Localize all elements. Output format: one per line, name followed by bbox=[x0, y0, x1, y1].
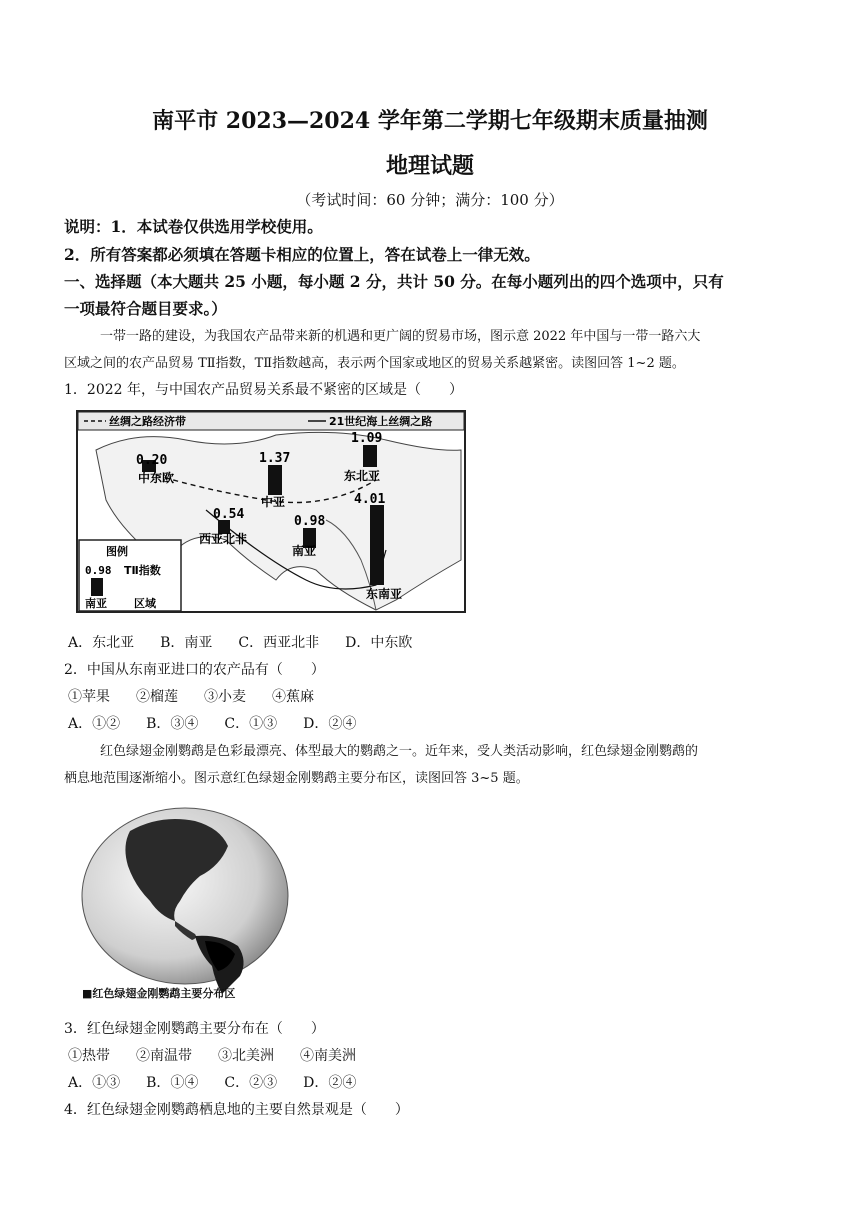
label-nanya: 南亚 bbox=[292, 544, 317, 558]
section-heading: 一、选择题（本大题共 25 小题，每小题 2 分，共计 50 分。在每小题列出的四个选项中，只有 bbox=[64, 272, 724, 291]
question-4-stem: 4．红色绿翅金刚鹦鹉栖息地的主要自然景观是（ ） bbox=[64, 1102, 409, 1118]
bar-dongbeiya bbox=[363, 445, 377, 467]
label-dongnanya: 东南亚 bbox=[366, 587, 403, 601]
item-3: ③北美洲 bbox=[218, 1048, 274, 1064]
bar-zhongya bbox=[268, 465, 282, 495]
option-a[interactable]: A．①② bbox=[68, 716, 121, 732]
item-3: ③小麦 bbox=[204, 689, 246, 705]
page-title: 南平市 2023—2024 学年第二学期七年级期末质量抽测 bbox=[152, 108, 708, 134]
legend-maritime: 21世纪海上丝绸之路 bbox=[329, 415, 433, 428]
belt-road-map bbox=[76, 410, 466, 613]
note-line-2: 2．所有答案都必须填在答题卡相应的位置上，答在试卷上一律无效。 bbox=[64, 245, 540, 264]
option-b[interactable]: B．①④ bbox=[146, 1075, 199, 1091]
option-d[interactable]: D．②④ bbox=[303, 1075, 357, 1091]
question-1-options bbox=[68, 632, 438, 652]
legend-value: 0.98 bbox=[85, 564, 112, 577]
question-2-options bbox=[68, 713, 382, 733]
label-dongbeiya: 东北亚 bbox=[344, 469, 381, 483]
option-d[interactable]: D．②④ bbox=[303, 716, 357, 732]
option-c[interactable]: C．②③ bbox=[224, 1075, 278, 1091]
item-4: ④南美洲 bbox=[300, 1048, 356, 1064]
label-zhongya: 中亚 bbox=[261, 495, 286, 509]
question-2-items bbox=[68, 686, 340, 706]
option-a[interactable]: A．东北亚 bbox=[68, 635, 135, 651]
option-a[interactable]: A．①③ bbox=[68, 1075, 121, 1091]
label-xiyabeifei: 西亚北非 bbox=[199, 532, 248, 546]
option-c[interactable]: C．①③ bbox=[224, 716, 278, 732]
option-b[interactable]: B．南亚 bbox=[160, 635, 213, 651]
question-3-items bbox=[68, 1045, 382, 1065]
value-zhongdongou: 0.20 bbox=[136, 453, 168, 468]
legend-region: 南亚 bbox=[85, 597, 107, 610]
option-c[interactable]: C．西亚北非 bbox=[238, 635, 320, 651]
legend-bar bbox=[91, 578, 103, 596]
question-2-stem: 2．中国从东南亚进口的农产品有（ ） bbox=[64, 662, 325, 678]
passage-2-line-2: 栖息地范围逐渐缩小。图示意红色绿翅金刚鹦鹉主要分布区，读图回答 3~5 题。 bbox=[64, 771, 529, 786]
item-4: ④蕉麻 bbox=[272, 689, 314, 705]
value-dongnanya: 4.01 bbox=[354, 492, 386, 507]
item-1: ①苹果 bbox=[68, 689, 110, 705]
item-2: ②南温带 bbox=[136, 1048, 192, 1064]
legend-region-label: 区域 bbox=[134, 597, 156, 610]
label-zhongdongou: 中东欧 bbox=[138, 471, 175, 485]
bar-dongnanya bbox=[370, 505, 384, 585]
page-subtitle: 地理试题 bbox=[385, 153, 474, 179]
question-3-options bbox=[68, 1072, 382, 1092]
globe-map bbox=[80, 806, 290, 1006]
value-dongbeiya: 1.09 bbox=[351, 431, 383, 446]
section-heading-cont: 一项最符合题目要求。） bbox=[64, 299, 227, 318]
passage-1-line-2: 区域之间的农产品贸易 TⅡ指数，TⅡ指数越高，表示两个国家或地区的贸易关系越紧密。读图回答 1~2 题。 bbox=[64, 356, 685, 371]
item-1: ①热带 bbox=[68, 1048, 110, 1064]
note-line-1: 说明：1．本试卷仅供选用学校使用。 bbox=[64, 217, 323, 236]
value-xiyabeifei: 0.54 bbox=[213, 507, 245, 522]
option-d[interactable]: D．中东欧 bbox=[345, 635, 413, 651]
option-b[interactable]: B．③④ bbox=[146, 716, 199, 732]
passage-1-line-1: 一带一路的建设，为我国农产品带来新的机遇和更广阔的贸易市场，图示意 2022 年中国与一带一路六大 bbox=[100, 329, 701, 344]
legend-index: TⅡ指数 bbox=[124, 564, 161, 577]
value-nanya: 0.98 bbox=[294, 514, 326, 529]
item-2: ②榴莲 bbox=[136, 689, 178, 705]
question-3-stem: 3．红色绿翅金刚鹦鹉主要分布在（ ） bbox=[64, 1021, 325, 1037]
passage-2-line-1: 红色绿翅金刚鹦鹉是色彩最漂亮、体型最大的鹦鹉之一。近年来，受人类活动影响，红色绿翅金刚鹦鹉的 bbox=[100, 744, 699, 759]
question-1-stem: 1．2022 年，与中国农产品贸易关系最不紧密的区域是（ ） bbox=[64, 382, 463, 398]
legend-title: 图例 bbox=[106, 545, 128, 558]
globe-caption: ■红色绿翅金刚鹦鹉主要分布区 bbox=[82, 987, 236, 1000]
value-zhongya: 1.37 bbox=[259, 451, 291, 466]
exam-info: （考试时间：60 分钟；满分：100 分） bbox=[296, 191, 564, 209]
legend-silk-road: 丝绸之路经济带 bbox=[109, 415, 186, 428]
